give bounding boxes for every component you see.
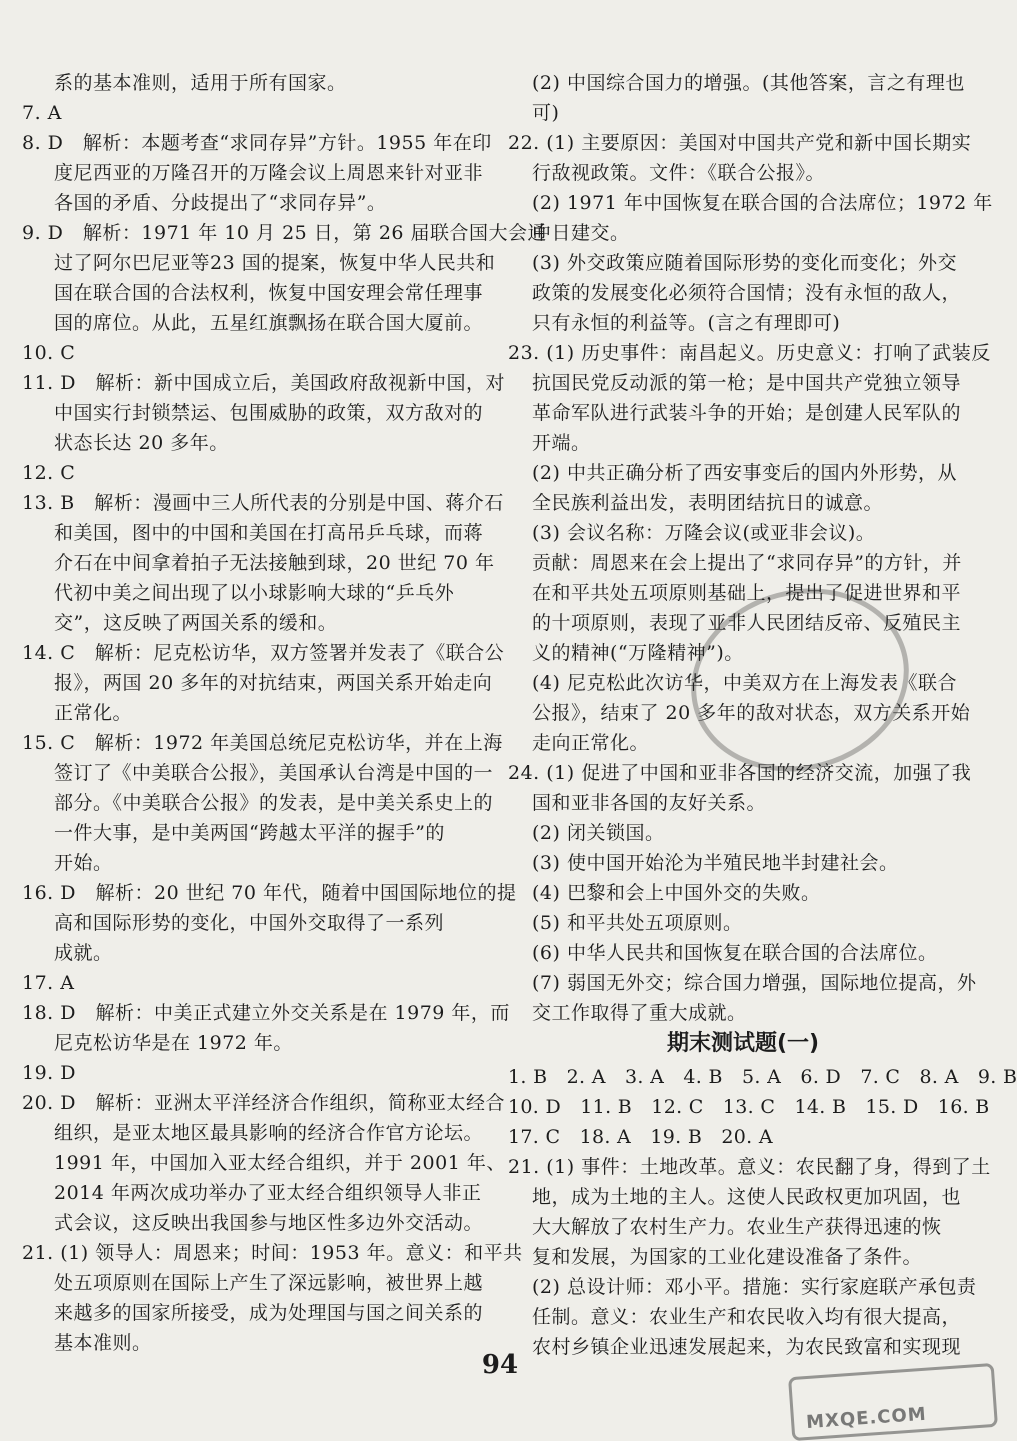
text-line: 国的席位。从此，五星红旗飘扬在联合国大厦前。	[54, 312, 484, 334]
text-line: 7. A	[22, 102, 62, 124]
text-line: 24. (1) 促进了中国和亚非各国的经济交流，加强了我	[508, 762, 972, 784]
text-line: 地，成为土地的主人。这使人民政权更加巩固，也	[532, 1186, 962, 1208]
text-line: (3) 使中国开始沦为半殖民地半封建社会。	[532, 852, 899, 874]
text-line: 中国实行封锁禁运、包围威胁的政策，双方敌对的	[54, 402, 484, 424]
text-line: (2) 中共正确分析了西安事变后的国内外形势，从	[532, 462, 957, 484]
text-line: 义的精神(“万隆精神”)。	[532, 642, 744, 664]
answer-row: 10. D 11. B 12. C 13. C 14. B 15. D 16. B	[508, 1096, 990, 1118]
text-line: 农村乡镇企业迅速发展起来，为农民致富和实现现	[532, 1336, 962, 1358]
text-line: 全民族利益出发，表明团结抗日的诚意。	[532, 492, 884, 514]
text-line: (2) 1971 年中国恢复在联合国的合法席位；1972 年	[532, 192, 993, 214]
text-line: 14. C 解析：尼克松访华，双方签署并发表了《联合公	[22, 642, 505, 664]
text-line: 一件大事，是中美两国“跨越太平洋的握手”的	[54, 822, 445, 844]
left-column	[22, 68, 548, 1358]
text-line: 9. D 解析：1971 年 10 月 25 日，第 26 届联合国大会通	[22, 222, 548, 244]
text-line: 高和国际形势的变化，中国外交取得了一系列	[54, 912, 445, 934]
answer-row: 1. B 2. A 3. A 4. B 5. A 6. D 7. C 8. A 9. B	[508, 1066, 1017, 1088]
text-line: 系的基本准则，适用于所有国家。	[54, 72, 347, 94]
text-line: 和美国，图中的中国和美国在打高吊乒乓球，而蒋	[54, 522, 484, 544]
right-column-short-answers	[508, 1152, 991, 1362]
text-line: 在和平共处五项原则基础上，提出了促进世界和平	[532, 582, 962, 604]
watermark-site: MXQE.COM	[805, 1403, 928, 1434]
watermark-logo	[788, 1363, 998, 1441]
text-line: 大大解放了农村生产力。农业生产获得迅速的恢	[532, 1216, 942, 1238]
multiple-choice-answers	[508, 1062, 1017, 1152]
text-line: 21. (1) 领导人：周恩来；时间：1953 年。意义：和平共	[22, 1242, 523, 1264]
text-line: 过了阿尔巴尼亚等23 国的提案，恢复中华人民共和	[54, 252, 496, 274]
text-line: 成就。	[54, 942, 113, 964]
section-title: 期末测试题(一)	[666, 1031, 820, 1056]
text-line: 21. (1) 事件：土地改革。意义：农民翻了身，得到了土	[508, 1156, 991, 1178]
text-line: 各国的矛盾、分歧提出了“求同存异”。	[54, 192, 387, 214]
text-line: 行敌视政策。文件：《联合公报》。	[532, 162, 826, 184]
text-line: 15. C 解析：1972 年美国总统尼克松访华，并在上海	[22, 732, 503, 754]
text-line: 正常化。	[54, 702, 133, 724]
text-line: 17. A	[22, 972, 75, 994]
text-line: 2014 年两次成功举办了亚太经合组织领导人非正	[54, 1182, 482, 1204]
text-line: 来越多的国家所接受，成为处理国与国之间关系的	[54, 1302, 484, 1324]
text-line: 政策的发展变化必须符合国情；没有永恒的敌人，	[532, 282, 962, 304]
text-line: 基本准则。	[54, 1332, 152, 1354]
text-line: (3) 会议名称：万隆会议(或亚非会议)。	[532, 522, 876, 544]
text-line: 任制。意义：农业生产和农民收入均有很大提高，	[532, 1306, 962, 1328]
text-line: 部分。《中美联合公报》的发表，是中美关系史上的	[54, 792, 494, 814]
text-line: (3) 外交政策应随着国际形势的变化而变化；外交	[532, 252, 957, 274]
page-number: 94	[481, 1350, 519, 1380]
text-line: 国和亚非各国的友好关系。	[532, 792, 767, 814]
text-line: 的十项原则，表现了亚非人民团结反帝、反殖民主	[532, 612, 962, 634]
text-line: 中日建交。	[532, 222, 630, 244]
text-line: 交工作取得了重大成就。	[532, 1002, 747, 1024]
answer-row: 17. C 18. A 19. B 20. A	[508, 1126, 773, 1148]
text-line: 报》，两国 20 多年的对抗结束，两国关系开始走向	[54, 672, 493, 694]
text-line: 18. D 解析：中美正式建立外交关系是在 1979 年，而	[22, 1002, 510, 1024]
text-line: 11. D 解析：新中国成立后，美国政府敌视新中国，对	[22, 372, 505, 394]
text-line: 开始。	[54, 852, 113, 874]
text-line: 代初中美之间出现了以小球影响大球的“乒乓外	[54, 582, 455, 604]
text-line: 状态长达 20 多年。	[54, 432, 229, 454]
text-line: 16. D 解析：20 世纪 70 年代，随着中国国际地位的提	[22, 882, 517, 904]
text-line: 贡献：周恩来在会上提出了“求同存异”的方针，并	[532, 552, 962, 574]
text-line: (6) 中华人民共和国恢复在联合国的合法席位。	[532, 942, 938, 964]
right-column-answers	[508, 68, 993, 1028]
text-line: 国在联合国的合法权利，恢复中国安理会常任理事	[54, 282, 484, 304]
text-line: 革命军队进行武装斗争的开始；是创建人民军队的	[532, 402, 962, 424]
text-line: 处五项原则在国际上产生了深远影响，被世界上越	[54, 1272, 484, 1294]
text-line: 19. D	[22, 1062, 76, 1084]
text-line: 1991 年，中国加入亚太经合组织，并于 2001 年、	[54, 1152, 506, 1174]
text-line: (2) 闭关锁国。	[532, 822, 665, 844]
text-line: 签订了《中美联合公报》，美国承认台湾是中国的一	[54, 762, 494, 784]
text-line: 22. (1) 主要原因：美国对中国共产党和新中国长期实	[508, 132, 972, 154]
text-line: 复和发展，为国家的工业化建设准备了条件。	[532, 1246, 923, 1268]
text-line: 式会议，这反映出我国参与地区性多边外交活动。	[54, 1212, 484, 1234]
text-line: 23. (1) 历史事件：南昌起义。历史意义：打响了武装反	[508, 342, 991, 364]
text-line: (4) 尼克松此次访华，中美双方在上海发表《联合	[532, 672, 957, 694]
text-line: (7) 弱国无外交；综合国力增强，国际地位提高，外	[532, 972, 977, 994]
text-line: 10. C	[22, 342, 76, 364]
text-line: 8. D 解析：本题考查“求同存异”方针。1955 年在印	[22, 132, 492, 154]
text-line: 只有永恒的利益等。(言之有理即可)	[532, 312, 841, 334]
text-line: 尼克松访华是在 1972 年。	[54, 1032, 293, 1054]
text-line: (5) 和平共处五项原则。	[532, 912, 743, 934]
text-line: (4) 巴黎和会上中国外交的失败。	[532, 882, 821, 904]
text-line: 可)	[532, 102, 560, 124]
text-line: 抗国民党反动派的第一枪；是中国共产党独立领导	[532, 372, 962, 394]
text-line: 13. B 解析：漫画中三人所代表的分别是中国、蒋介石	[22, 492, 504, 514]
text-line: (2) 中国综合国力的增强。(其他答案，言之有理也	[532, 72, 965, 94]
text-line: 介石在中间拿着拍子无法接触到球，20 世纪 70 年	[54, 552, 495, 574]
text-line: 开端。	[532, 432, 591, 454]
text-line: 走向正常化。	[532, 732, 650, 754]
text-line: 交”，这反映了两国关系的缓和。	[54, 612, 338, 634]
text-line: (2) 总设计师：邓小平。措施：实行家庭联产承包责	[532, 1276, 977, 1298]
text-line: 公报》，结束了 20 多年的敌对状态，双方关系开始	[532, 702, 971, 724]
text-line: 20. D 解析：亚洲太平洋经济合作组织，简称亚太经合	[22, 1092, 505, 1114]
text-line: 组织，是亚太地区最具影响的经济合作官方论坛。	[54, 1122, 484, 1144]
text-line: 度尼西亚的万隆召开的万隆会议上周恩来针对亚非	[54, 162, 484, 184]
text-line: 12. C	[22, 462, 76, 484]
